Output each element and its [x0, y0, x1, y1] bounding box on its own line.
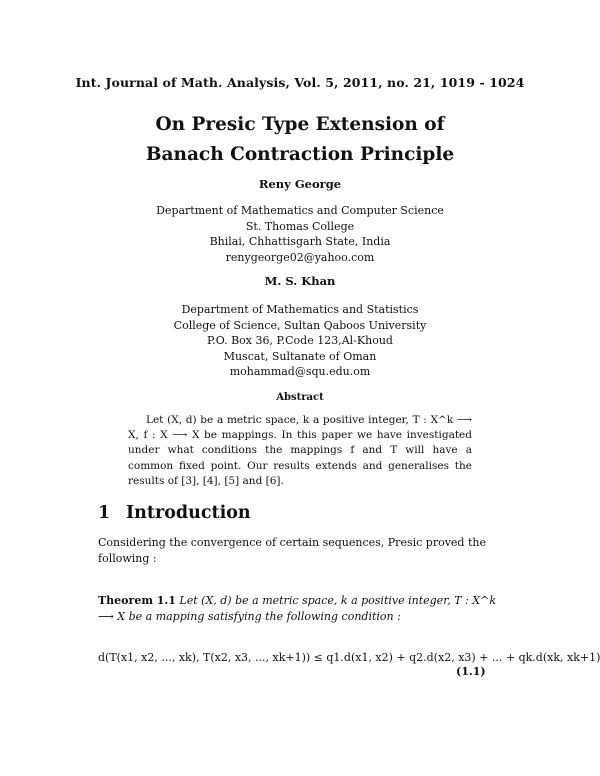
- intro-paragraph: Considering the convergence of certain sequences, Presic proved the following :: [98, 536, 486, 565]
- author1-affiliation: [0, 203, 600, 265]
- journal-header: Int. Journal of Math. Analysis, Vol. 5, 2011, no. 21, 1019 - 1024: [75, 75, 525, 90]
- theorem-block: [98, 593, 503, 624]
- author2-location: Muscat, Sultanate of Oman: [223, 349, 377, 363]
- author1-dept: Department of Mathematics and Computer Science: [156, 204, 444, 217]
- paper-title-line1: On Presic Type Extension of: [155, 114, 445, 135]
- theorem-text: Let (X, d) be a metric space, k a positive integer, T : X^k ⟶ X be a mapping satisfying the following condition :: [98, 594, 496, 623]
- author2-dept: Department of Mathematics and Statistics: [181, 303, 419, 316]
- theorem-label: Theorem 1.1: [98, 594, 176, 607]
- abstract-heading: Abstract: [276, 392, 324, 403]
- abstract-text: Let (X, d) be a metric space, k a positive integer, T : X^k ⟶ X, f : X ⟶ X be mappings. In this paper we have investigated under what conditions the mappings f and T will have a common fixed point. Our results extends and generalises the results of [3], [4], [5] and [6].: [128, 414, 472, 487]
- abstract-body: [128, 413, 472, 489]
- author2-address: P.O. Box 36, P.Code 123,Al-Khoud: [207, 334, 393, 348]
- section-title: Introduction: [126, 503, 251, 523]
- equation: d(T(x1, x2, ..., xk), T(x2, x3, ..., xk+1)) ≤ q1.d(x1, x2) + q2.d(x2, x3) + ... + qk.d(xk, xk+1): [98, 651, 600, 664]
- author2-affiliation: [0, 302, 600, 380]
- author1-location: Bhilai, Chhattisgarh State, India: [209, 235, 391, 249]
- author1-college: St. Thomas College: [245, 219, 355, 233]
- author2-name: M. S. Khan: [264, 274, 336, 288]
- section-number: 1: [98, 503, 111, 523]
- author2-email: mohammad@squ.edu.om: [229, 365, 371, 379]
- author2-college: College of Science, Sultan Qaboos University: [173, 318, 427, 332]
- equation-number: (1.1): [456, 665, 486, 678]
- author1-email: renygeorge02@yahoo.com: [225, 250, 375, 264]
- author1-name: Reny George: [258, 177, 342, 191]
- paper-title-line2: Banach Contraction Principle: [145, 144, 455, 165]
- section-heading: [98, 503, 251, 523]
